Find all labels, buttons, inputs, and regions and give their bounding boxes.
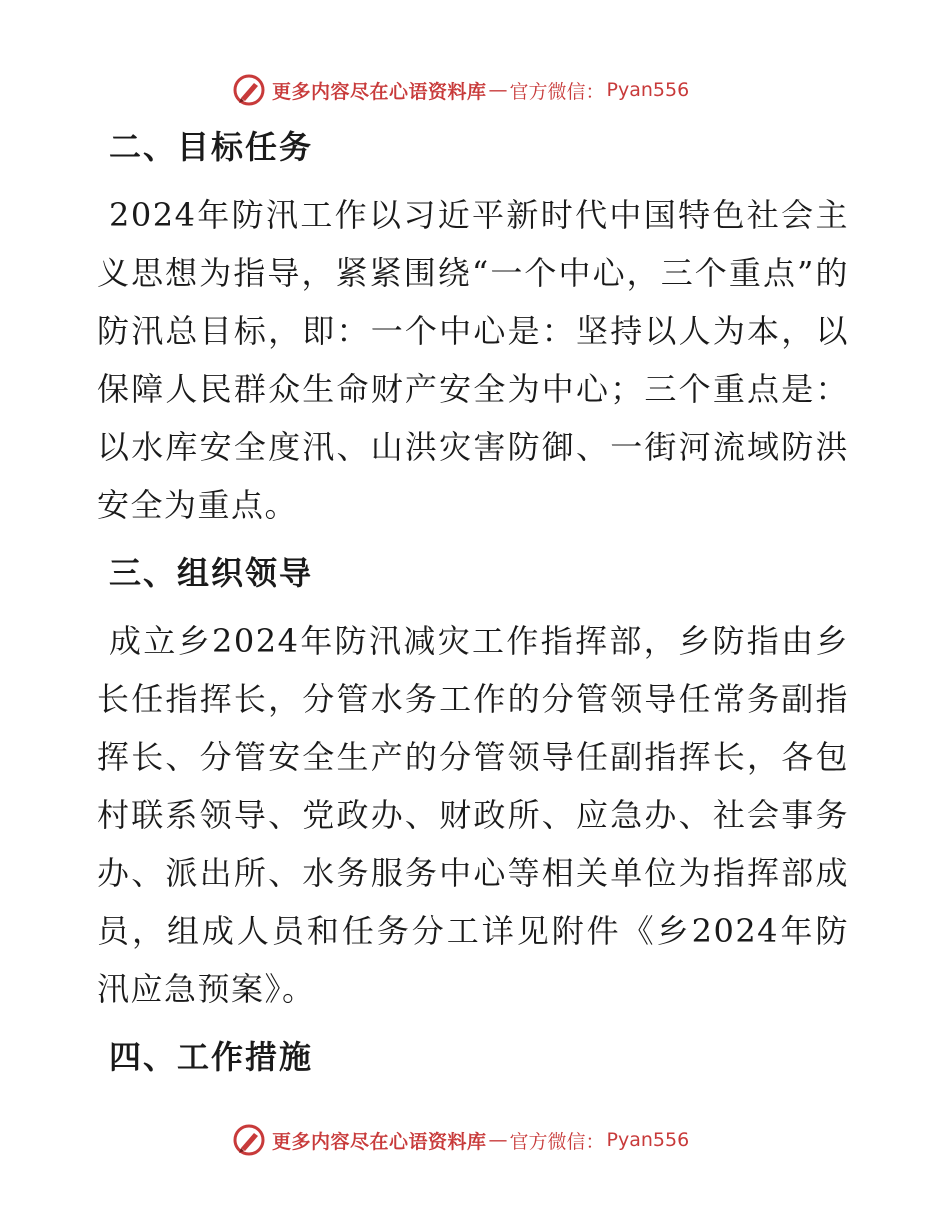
paragraph-leadership: 成立乡2024年防汛减灾工作指挥部，乡防指由乡长任指挥长，分管水务工作的分管领导任常务副指挥长、分管安全生产的分管领导任副指挥长，各包村联系领导、党政办、财政所、应急办、社会事务办、派出所、水务服务中心等相关单位为指挥部成员，组成人员和任务分工详见附件《乡2024年防汛应急预案》。 [97,622,849,1008]
section-heading-goals: 二、目标任务 [109,128,314,166]
watermark-text: 更多内容尽在心语资料库 [272,1130,487,1153]
watermark-wechat-id: Pyan556 [606,79,690,101]
paragraph-goals: 2024年防汛工作以习近平新时代中国特色社会主义思想为指导，紧紧围绕“一个中心，三个重点”的防汛总目标，即：一个中心是：坚持以人为本，以保障人民群众生命财产安全为中心；三个重点是：以水库安全度汛、山洪灾害防御、一街河流域防洪安全为重点。 [97,196,849,524]
pen-logo-icon [232,73,266,107]
watermark-wechat-id: Pyan556 [606,1129,690,1151]
watermark-dash: — [488,79,508,101]
document-body [97,118,849,1086]
pen-logo-icon [232,1123,266,1157]
watermark-dash: — [488,1129,508,1151]
section-heading-leadership: 三、组织领导 [109,554,314,592]
watermark-wechat-label: 官方微信： [509,1130,605,1153]
watermark-wechat-label: 官方微信： [509,80,605,103]
section-heading-measures: 四、工作措施 [109,1038,314,1076]
watermark-banner-bottom [232,1122,689,1158]
watermark-text: 更多内容尽在心语资料库 [272,80,487,103]
watermark-banner-top [232,72,689,108]
